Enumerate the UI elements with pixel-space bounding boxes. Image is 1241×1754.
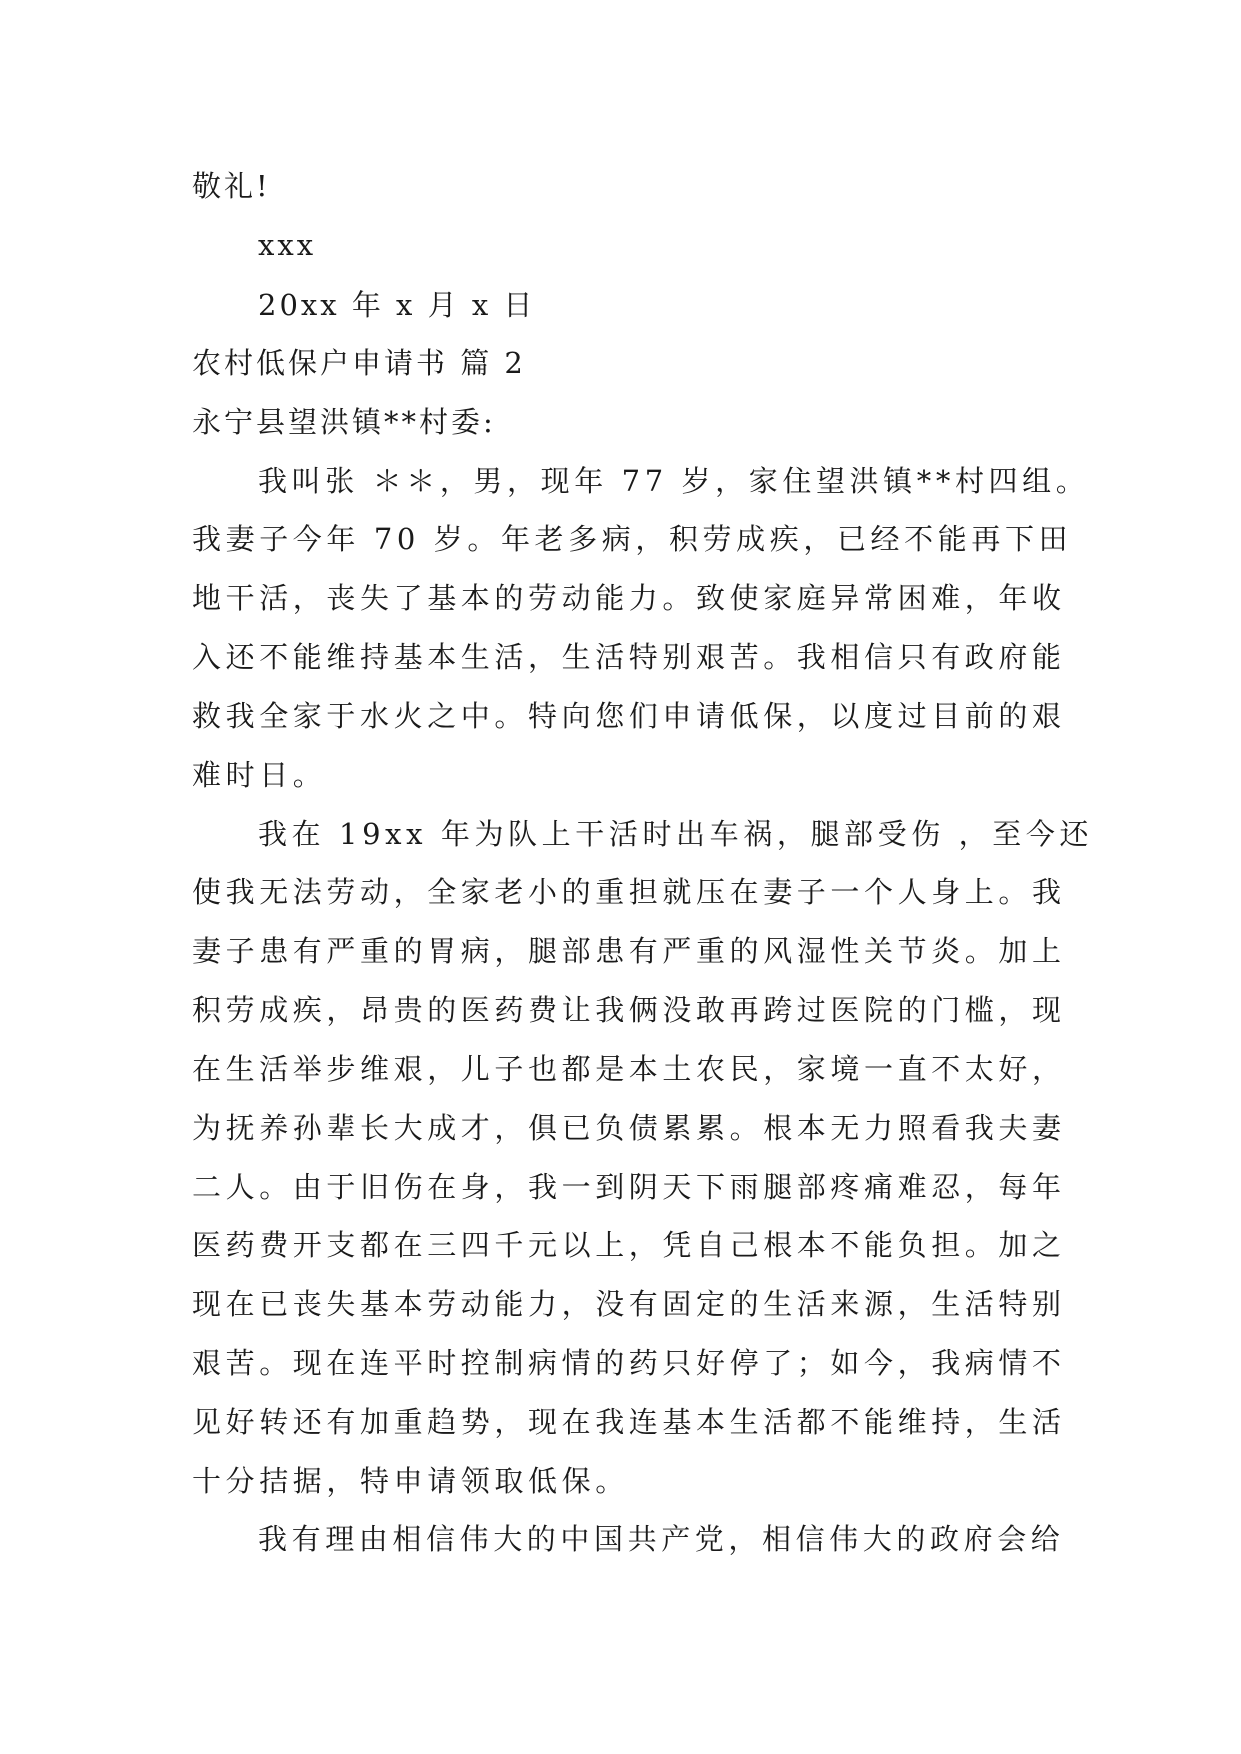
paragraph-line: 地干活，丧失了基本的劳动能力。致使家庭异常困难，年收 [192, 581, 1066, 615]
paragraph-line: 难时日。 [192, 758, 327, 792]
paragraph-line: 我有理由相信伟大的中国共产党，相信伟大的政府会给 [258, 1522, 1065, 1556]
addressee: 永宁县望洪镇**村委: [192, 405, 496, 439]
paragraph-line: 救我全家于水火之中。特向您们申请低保，以度过目前的艰 [192, 699, 1066, 733]
paragraph-line: 二人。由于旧伤在身，我一到阴天下雨腿部疼痛难忍，每年 [192, 1170, 1066, 1204]
paragraph-line: 使我无法劳动，全家老小的重担就压在妻子一个人身上。我 [192, 875, 1066, 909]
paragraph-line: 艰苦。现在连平时控制病情的药只好停了；如今，我病情不 [192, 1346, 1066, 1380]
paragraph-line: 妻子患有严重的胃病，腿部患有严重的风湿性关节炎。加上 [192, 934, 1066, 968]
closing-signature: xxx [258, 228, 317, 262]
closing-salutation: 敬礼! [192, 169, 271, 203]
paragraph-line: 医药费开支都在三四千元以上，凭自己根本不能负担。加之 [192, 1228, 1066, 1262]
paragraph-line: 我在 19xx 年为队上干活时出车祸，腿部受伤 ，至今还 [258, 817, 1094, 851]
paragraph-line: 现在已丧失基本劳动能力，没有固定的生活来源，生活特别 [192, 1287, 1066, 1321]
paragraph-line: 入还不能维持基本生活，生活特别艰苦。我相信只有政府能 [192, 640, 1066, 674]
paragraph-line: 积劳成疾，昂贵的医药费让我俩没敢再跨过医院的门槛，现 [192, 993, 1066, 1027]
paragraph-line: 我妻子今年 70 岁。年老多病，积劳成疾，已经不能再下田 [192, 522, 1073, 556]
closing-date: 20xx 年 x 月 x 日 [258, 288, 536, 322]
paragraph-line: 在生活举步维艰，儿子也都是本土农民，家境一直不太好， [192, 1052, 1066, 1086]
paragraph-line: 为抚养孙辈长大成才，俱已负债累累。根本无力照看我夫妻 [192, 1111, 1066, 1145]
paragraph-line: 十分拮据，特申请领取低保。 [192, 1464, 629, 1498]
section-title: 农村低保户申请书 篇 2 [192, 346, 526, 380]
paragraph-line: 我叫张 ＊＊，男，现年 77 岁，家住望洪镇**村四组。 [258, 464, 1090, 498]
paragraph-line: 见好转还有加重趋势，现在我连基本生活都不能维持，生活 [192, 1405, 1066, 1439]
